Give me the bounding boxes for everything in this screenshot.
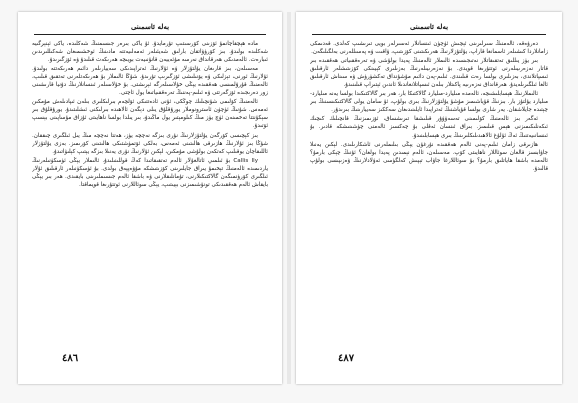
book-gutter — [287, 12, 291, 384]
right-page — [296, 12, 562, 384]
left-paragraph-4: بىز كېچىسى كۆرگەن يۇلتۇزلارنىڭ نۇرى بىزگە نەچچە يۈز، ھەتتا نەچچە مىڭ يىل ئىلگىرى چىققان. شۇڭا بىز ئۇلارنىڭ ھازىرقى ھالىتىنى ئەمەس، بەلكى ئۆتمۈشتىكى ھالىتىنى كۆرىمىز. بەزى يۇلتۇزلار ئاللىقاچان يوقىلىپ كەتكەن بولۇشى مۇمكىن، لېكىن ئۇلارنىڭ نۇرى يەنىلا بىزگە يېتىپ كېلىۋاتىدۇ. — [32, 132, 268, 155]
right-paragraph-4: ئەگەر بىز ئالەمنىڭ كۆلىمىنى تەسەۋۋۇر قىلىشقا تىرىشساق، ئۆزىمىزنىڭ قانچىلىك كىچىك ئىكەنلىكىمىزنى ھېس قىلىمىز. بىراق ئىنسان ئەقلى بۇ چەكسىز ئالەمنى چۈشىنىشكە قادىر. بۇ ئىنسانىيەتنىڭ ئەڭ ئۇلۇغ ئالاھىدىلىكلىرىنىڭ بىرى ھېسابلىنىدۇ. — [310, 116, 548, 139]
right-paragraph-3: ئالىملارنىڭ ھېسابلىشىچە، ئالەمدە مىليارد-مىليارد گالاكتىكا بار، ھەر بىر گالاكتىكىدا بولسا يەنە مىليارد-مىليارد يۇلتۇز بار. بىزنىڭ قۇياشىمىز مۇشۇ يۇلتۇزلارنىڭ بىرى بولۇپ، ئۇ سامان يولى گالاكتىكىسىنىڭ بىر چېتىدە جايلاشقان. يەر شارى بولسا قۇياشنىڭ ئەتراپىدا ئايلىنىدىغان سەككىز سەييارىنىڭ بىرىدۇر. — [310, 91, 548, 114]
right-paragraph-2: بىر يۈز يىللىق تەتقىقاتلار نەتىجىسىدە ئالىملار ئالەمنىڭ پەيدا بولۇشى ۋە تەرەققىياتى ھەققىدە بىر قاتار نەزەرىيىلەرنى ئوتتۇرىغا قويدى. بۇ نەزەرىيىلەرنىڭ بەزىلىرى كېيىنكى كۆزىتىشلەر ئارقىلىق ئىسپاتلاندى، بەزىلىرى بولسا رەت قىلىندى. ئىلىم-پەن دائىم مۇشۇنداق تەكشۈرۈش ۋە سىناش ئارقىلىق ئالغا ئىلگىرىلەيدۇ. ھەرقانداق نەزەرىيە پاكىتلار بىلەن ئىسپاتلانغاندىلا ئاندىن ئېتىراپ قىلىنىدۇ. — [310, 58, 548, 89]
right-page-body — [310, 40, 548, 340]
right-header-rule — [312, 34, 546, 35]
left-header-rule — [34, 34, 266, 35]
left-paragraph-5: Callis Ily بۇ ئىلمىي ئاتالغۇلار ئالەم تەتقىقاتىدا كەڭ قوللىنىلىدۇ. ئالىملار يېڭى ئۈسكۈنىلەرنىڭ ياردىمىدە ئالەمنىڭ تېخىمۇ يىراق جايلىرىنى كۆزىتىشكە مۇۋەپپەق بولدى. بۇ ئۈسكۈنىلەر ئارقىلىق ئۇلار ئىلگىرى كۆرۈنمىگەن گالاكتىكىلارنى، تۇمانلىقلارنى ۋە باشقا ئالەم جىسىملىرىنى بايقىدى. ھەر بىر يېڭى بايقاش ئالەم ھەققىدىكى تونۇشىمىزنى بېيىتىپ، يېڭى سوئاللارنى ئوتتۇرىغا قويماقتا. — [32, 157, 268, 188]
right-page-header: بەلە ئاسمىنى — [409, 22, 449, 31]
left-page — [18, 12, 282, 384]
left-paragraph-3: ئالەمنىڭ كۆلىمى شۇنچىلىك چوڭكى، ئۇنى ئادەتتىكى ئۆلچەم بىرلىكلىرى بىلەن ئىپادىلەش مۇمكىن ئەمەس. شۇنىڭ ئۈچۈن ئاسترونوملار يورۇقلۇق يىلى دېگەن ئالاھىدە بىرلىكنى ئىشلىتىدۇ. يورۇقلۇق بىر سېكۇنتتا تەخمىنەن ئۈچ يۈز مىڭ كىلومېتىر يول ماڭىدۇ، بىر يىلدا بولسا ناھايىتى ئۇزاق مۇساپىنى بېسىپ ئۆتىدۇ. — [32, 99, 268, 130]
right-paragraph-5: ھازىرقى زامان ئىلىم-پەنى ئالەم ھەققىدە نۇرغۇن يېڭى بىلىملەرنى ئاشكارىلىدى. لېكىن يەنىلا جاۋابسىز قالغان سوئاللار ناھايىتى كۆپ. مەسىلەن، ئالەم نېمىدىن پەيدا بولغان؟ ئۇنىڭ چېكى بارمۇ؟ ئالەمدە باشقا ھاياتلىق بارمۇ؟ بۇ سوئاللارغا جاۋاب تېپىش كەلگۈسى ئەۋلادلارنىڭ ۋەزىپىسى بولۇپ قالىدۇ. — [310, 141, 548, 172]
right-page-number: ٤٨٧ — [338, 353, 355, 364]
right-paragraph-1: دەرۋەقە، ئالەمنىڭ سىرلىرىنى ئېچىش ئۈچۈن ئىنسانلار ئەسىرلەر بويى تىرىشىپ كەلدى. قەدىمكى زامانلاردا كىشىلەر ئاسمانغا قاراپ، يۇلتۇزلارنىڭ ھەرىكىتىنى كۆزىتىپ، ۋاقىت ۋە پەسىللەرنى بەلگىلىگەن. — [310, 41, 548, 56]
left-paragraph-1: مادە ھېچقاچانمۇ ئۆزىنى كۆرسىتىپ تۇرمايدۇ. ئۇ ياكى بىرەر جىسىمنىڭ شەكلىدە، ياكى ئېنېرگىيە شەكلىدە بولىدۇ. بىز كۆرۈۋاتقان بارلىق شەيئىلەر ئەمەلىيەتتە مادىنىڭ ئوخشىمىغان شەكىللىرىدىن ئىبارەت. ئالەمدىكى ھەرقانداق نەرسە مۇئەييەن قانۇنىيەت بويىچە ھەرىكەت قىلىدۇ ۋە ئۆزگىرىدۇ. — [32, 41, 268, 64]
left-page-number: ٤٨٦ — [62, 353, 79, 364]
left-page-header: بەلە ئاسمىنى — [130, 22, 170, 31]
left-page-body — [32, 40, 268, 340]
left-paragraph-2: مەسىلەن، بىز قارىغان يۇلتۇزلار ۋە ئۇلارنىڭ ئەتراپىدىكى سەييارىلەر دائىم ھەرىكەتتە بولىدۇ. ئۇلارنىڭ ئورنى، تېزلىكى ۋە يۆنىلىشى ئۆزگىرىپ تۇرىدۇ. شۇڭا ئالىملار بۇ ھەرىكەتلەرنى تەتقىق قىلىپ، ئالەمنىڭ قۇرۇلمىسى ھەققىدە يېڭى خۇلاسىلەرگە ئېرىشتى. بۇ خۇلاسىلەر ئىنسانلارنىڭ دۇنيا قارىشىنى زور دەرىجىدە ئۆزگەرتتى ۋە ئىلىم-پەننىڭ تەرەققىياتىغا يول ئاچتى. — [32, 66, 268, 97]
